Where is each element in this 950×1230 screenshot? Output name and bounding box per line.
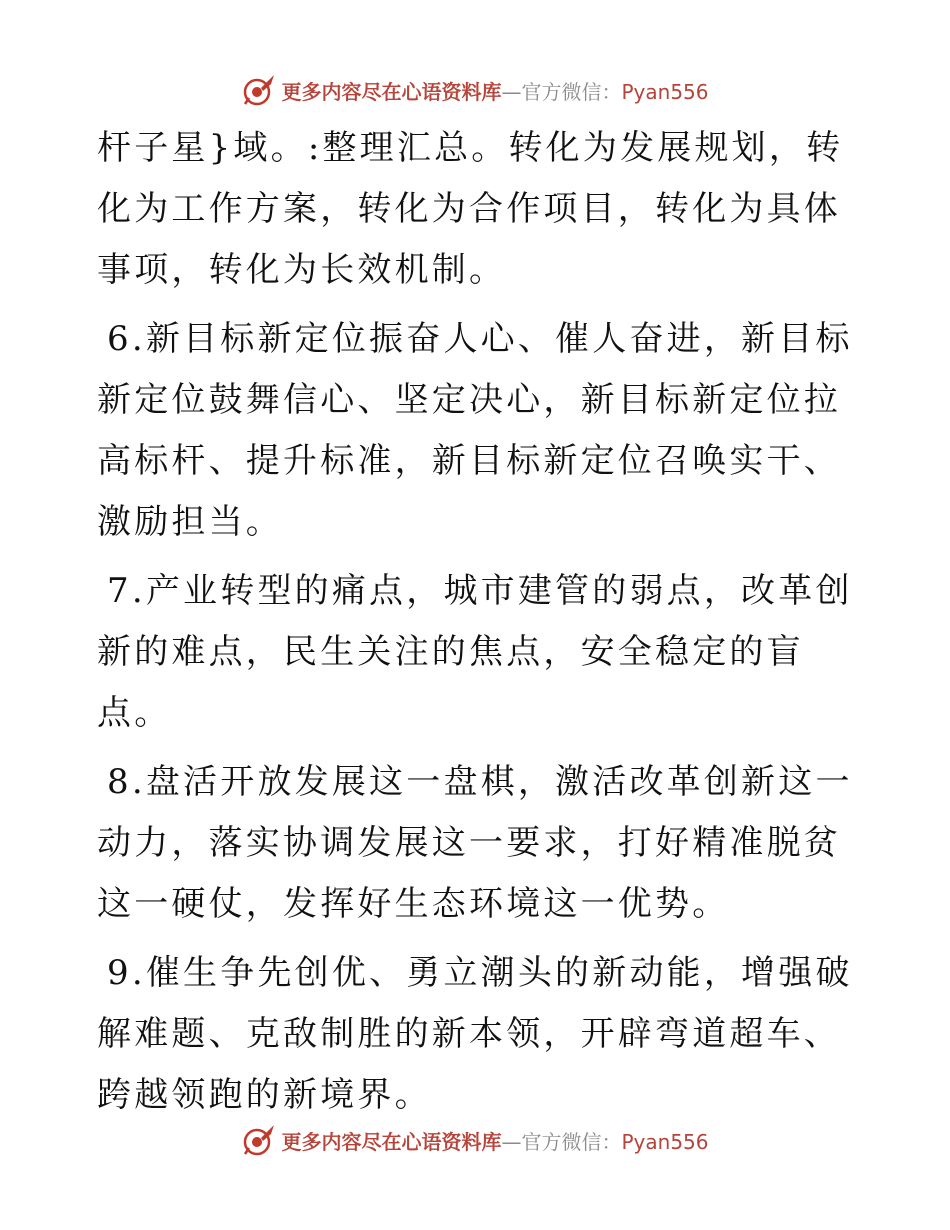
- footer-watermark: [0, 1120, 950, 1160]
- watermark-text: [281, 1126, 708, 1155]
- watermark-wechat-id: Pyan556: [621, 1129, 709, 1154]
- document-body: [97, 118, 857, 1134]
- quill-logo-icon: [241, 72, 277, 108]
- paragraph-item-9: 9.催生争先创优、勇立潮头的新动能，增强破解难题、克敌制胜的新本领，开辟弯道超车、跨越领跑的新境界。: [97, 953, 853, 1115]
- watermark-wechat-label: 官方微信：: [521, 79, 622, 104]
- header-watermark: [0, 70, 950, 110]
- watermark-wechat-id: Pyan556: [621, 79, 709, 104]
- paragraph-item-8: 8.盘活开放发展这一盘棋，激活改革创新这一动力，落实协调发展这一要求，打好精准脱贫这一硬仗，发挥好生态环境这一优势。: [97, 762, 853, 924]
- watermark-dash: —: [501, 79, 522, 104]
- paragraph-item-6: 6.新目标新定位振奋人心、催人奋进，新目标新定位鼓舞信心、坚定决心，新目标新定位拉高标杆、提升标准，新目标新定位召唤实干、激励担当。: [97, 319, 853, 542]
- watermark-main: 更多内容尽在心语资料库: [281, 79, 502, 104]
- watermark-text: [281, 76, 708, 105]
- watermark-main: 更多内容尽在心语资料库: [281, 1129, 502, 1154]
- watermark-wechat-label: 官方微信：: [521, 1129, 622, 1154]
- watermark-dash: —: [501, 1129, 522, 1154]
- quill-logo-icon: [241, 1122, 277, 1158]
- paragraph-continuation: 杆子星}域。:整理汇总。转化为发展规划，转化为工作方案，转化为合作项目，转化为具体事项，转化为长效机制。: [97, 128, 844, 290]
- paragraph-item-7: 7.产业转型的痛点，城市建管的弱点，改革创新的难点，民生关注的焦点，安全稳定的盲点。: [97, 571, 853, 733]
